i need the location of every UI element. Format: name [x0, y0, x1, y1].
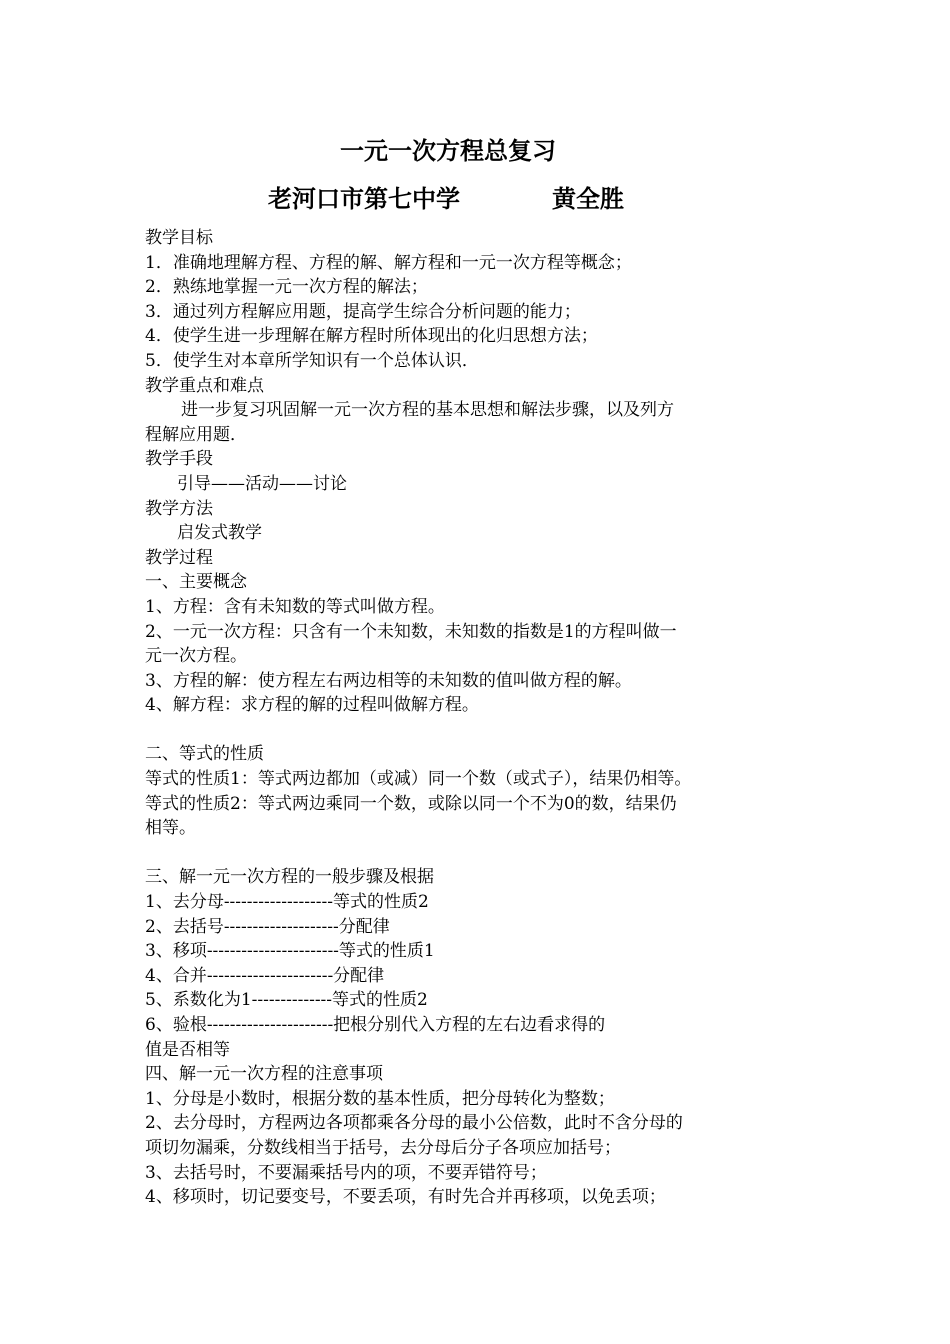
caution-item: 3、去括号时，不要漏乘括号内的项，不要弄错符号； [145, 1162, 547, 1183]
step-item: 3、移项-----------------------等式的性质1 [145, 941, 435, 962]
section-3-heading: 三、解一元一次方程的一般步骤及根据 [145, 867, 434, 888]
step-item: 1、去分母-------------------等式的性质2 [145, 892, 429, 913]
caution-item: 4、移项时，切记要变号，不要丢项，有时先合并再移项，以免丢项； [145, 1187, 666, 1208]
process-heading: 教学过程 [145, 547, 213, 568]
concept-item: 3、方程的解：使方程左右两边相等的未知数的值叫做方程的解。 [145, 670, 632, 691]
concept-item: 1、方程：含有未知数的等式叫做方程。 [145, 596, 445, 617]
property-item: 相等。 [145, 818, 196, 839]
property-item: 等式的性质2：等式两边乘同一个数，或除以同一个不为0的数，结果仍 [145, 793, 677, 814]
key-points-text-cont: 程解应用题． [145, 424, 247, 445]
author-line [145, 176, 737, 222]
objective-item: 1．准确地理解方程、方程的解、解方程和一元一次方程等概念； [145, 252, 632, 273]
school-name: 老河口市第七中学 [268, 185, 461, 213]
blank-line [145, 718, 737, 743]
method-text: 启发式教学 [177, 523, 262, 544]
section-2-heading: 二、等式的性质 [145, 744, 264, 765]
document-title: 一元一次方程总复习 [340, 137, 556, 165]
objective-item: 4．使学生进一步理解在解方程时所体现出的化归思想方法； [145, 326, 598, 347]
step-item: 2、去括号--------------------分配律 [145, 916, 390, 937]
key-points-heading: 教学重点和难点 [145, 375, 264, 396]
author-name: 黄全胜 [551, 185, 624, 213]
concept-item: 4、解方程：求方程的解的过程叫做解方程。 [145, 695, 479, 716]
step-item: 值是否相等 [145, 1039, 230, 1060]
property-item: 等式的性质1：等式两边都加（或减）同一个数（或式子），结果仍相等。 [145, 769, 692, 790]
caution-item: 2、去分母时，方程两边各项都乘各分母的最小公倍数，此时不含分母的 [145, 1113, 683, 1134]
author-gap [460, 185, 552, 213]
section-1-heading: 一、主要概念 [145, 572, 247, 593]
section-4-heading: 四、解一元一次方程的注意事项 [145, 1064, 383, 1085]
objective-item: 3．通过列方程解应用题，提高学生综合分析问题的能力； [145, 301, 581, 322]
blank-line [145, 841, 737, 866]
means-heading: 教学手段 [145, 449, 213, 470]
objectives-heading: 教学目标 [145, 228, 213, 248]
concept-item: 元一次方程。 [145, 646, 247, 667]
concept-item: 2、一元一次方程：只含有一个未知数，未知数的指数是1的方程叫做一 [145, 621, 677, 642]
objective-item: 2．熟练地掌握一元一次方程的解法； [145, 277, 428, 298]
caution-item: 项切勿漏乘，分数线相当于括号，去分母后分子各项应加括号； [145, 1137, 621, 1158]
step-item: 5、系数化为1--------------等式的性质2 [145, 990, 428, 1011]
step-item: 4、合并----------------------分配律 [145, 965, 385, 986]
step-item: 6、验根----------------------把根分别代入方程的左右边看求得的 [145, 1015, 606, 1035]
objective-item: 5．使学生对本章所学知识有一个总体认识． [145, 350, 479, 371]
method-heading: 教学方法 [145, 498, 213, 519]
key-points-text: 进一步复习巩固解一元一次方程的基本思想和解法步骤，以及列方 [181, 400, 674, 421]
document-page [145, 128, 737, 1210]
means-text: 引导——活动——讨论 [177, 473, 347, 494]
caution-item: 1、分母是小数时，根据分数的基本性质，把分母转化为整数； [145, 1088, 615, 1109]
